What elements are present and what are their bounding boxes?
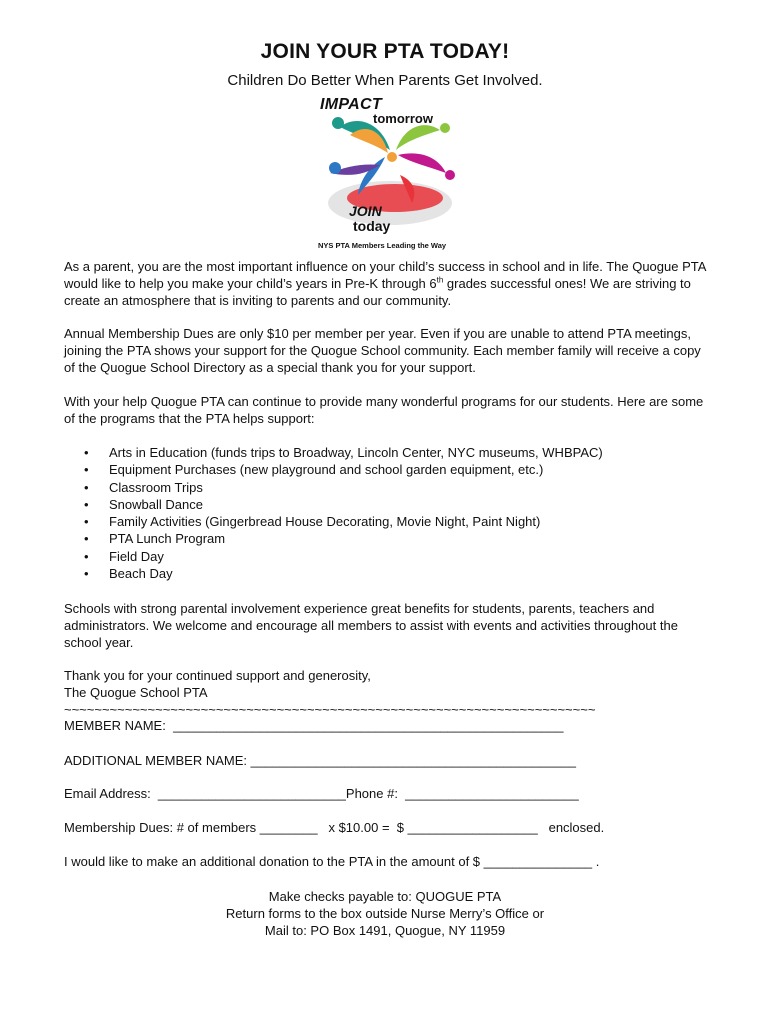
dues-field[interactable]: Membership Dues: # of members ________ x $10.00 = $ __________________ enclosed. — [64, 820, 605, 835]
form-divider: ~~~~~~~~~~~~~~~~~~~~~~~~~~~~~~~~~~~~~~~~~~~~~~~~~~~~~~~~~~~~~~~~~~~~~~ — [64, 702, 596, 717]
intro-paragraph-3 — [64, 393, 714, 427]
signoff — [64, 667, 714, 718]
payable-line: Make checks payable to: QUOGUE PTA — [268, 889, 502, 904]
list-item: • Equipment Purchases (new playground and school garden equipment, etc.) — [84, 462, 544, 478]
list-item: • Snowball Dance — [84, 496, 203, 512]
page-title: JOIN YOUR PTA TODAY! — [260, 40, 510, 63]
page-subtitle: Children Do Better When Parents Get Involved. — [227, 72, 543, 89]
list-item: • Classroom Trips — [84, 479, 203, 495]
closing-paragraph — [64, 600, 714, 651]
list-item: • Family Activities (Gingerbread House Decorating, Movie Night, Paint Night) — [84, 514, 541, 530]
dues-paragraph: Annual Membership Dues are only $10 per member per year. Even if you are unable to attend PTA meetings, joining the PTA shows your support for the Quogue School community. Each member family will receive a copy of the Quogue School Directory as a special thank you for your support. — [64, 326, 701, 375]
pta-logo — [300, 95, 470, 255]
programs-intro: With your help Quogue PTA can continue to provide many wonderful programs for our students. Here are some of the programs that the PTA helps support: — [64, 394, 704, 426]
intro-p1-part-b: grades successful ones! We are striving to create an atmosphere that is inviting to parents and our community. — [64, 276, 691, 308]
intro-paragraph-1 — [64, 258, 714, 309]
bullet: • — [84, 496, 89, 512]
logo-today-text: today — [353, 218, 391, 234]
logo-tagline: NYS PTA Members Leading the Way — [318, 241, 447, 250]
bullet: • — [84, 531, 89, 547]
logo-join-text: JOIN — [349, 203, 382, 219]
intro-paragraph-2 — [64, 325, 714, 376]
return-forms-line: Return forms to the box outside Nurse Merry’s Office or — [225, 906, 545, 921]
bullet: • — [84, 514, 89, 530]
programs-list — [84, 444, 704, 582]
list-item: • Field Day — [84, 548, 164, 564]
bullet: • — [84, 445, 89, 460]
bullet: • — [84, 548, 89, 564]
additional-member-field[interactable]: ADDITIONAL MEMBER NAME: _____________________________________________ — [64, 753, 576, 768]
donation-field[interactable]: I would like to make an additional donation to the PTA in the amount of $ _______________ . — [64, 854, 600, 869]
logo-impact-text: IMPACT — [320, 96, 382, 113]
logo-tomorrow-text: tomorrow — [373, 111, 433, 126]
thanks-line: Thank you for your continued support and generosity, — [64, 668, 371, 683]
intro-p1-part-a: As a parent, you are the most important influence on your child’s success in school and in life. The Quogue PTA would like to help you make your child’s years in Pre-K through 6 — [64, 259, 706, 291]
list-item: • Arts in Education (funds trips to Broadway, Lincoln Center, NYC museums, WHBPAC) — [84, 445, 603, 460]
member-name-field[interactable]: MEMBER NAME: ______________________________________________________ — [64, 718, 564, 733]
benefits-paragraph: Schools with strong parental involvement experience great benefits for students, parents, teachers and administrators. We welcome and encourage all members to assist with events and activities throughout the school year. — [64, 601, 678, 650]
intro-p1-sup: th — [436, 275, 444, 285]
bullet: • — [84, 462, 89, 478]
signature-line: The Quogue School PTA — [64, 685, 208, 700]
bullet: • — [84, 566, 89, 582]
bullet: • — [84, 479, 89, 495]
list-item: • PTA Lunch Program — [84, 531, 226, 547]
mail-to-line: Mail to: PO Box 1491, Quogue, NY 11959 — [264, 923, 506, 938]
payment-instructions — [0, 888, 770, 939]
list-item: • Beach Day — [84, 566, 173, 582]
email-phone-field[interactable]: Email Address: __________________________Phone #: ________________________ — [64, 786, 579, 801]
